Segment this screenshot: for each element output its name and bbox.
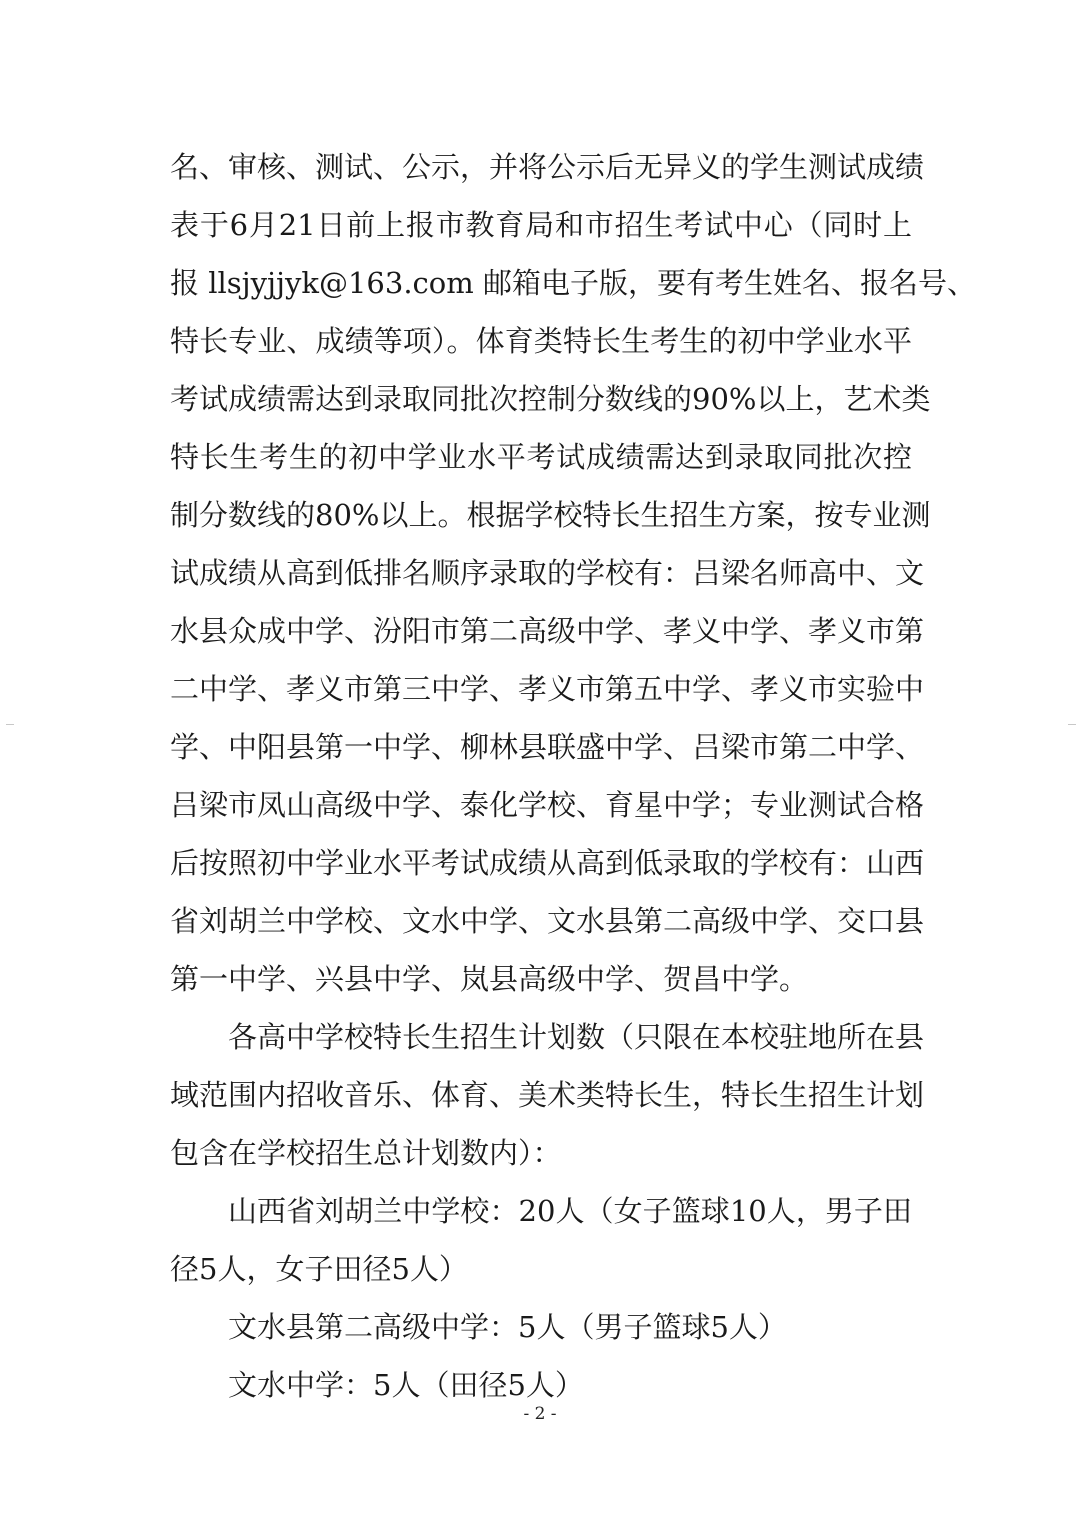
text-line: 试成绩从高到低排名顺序录取的学校有：吕梁名师高中、文 (170, 556, 925, 590)
text-line: 学、中阳县第一中学、柳林县联盛中学、吕梁市第二中学、 (170, 730, 925, 764)
text-line: 径5人，女子田径5人） (170, 1252, 468, 1286)
text-line: 吕梁市凤山高级中学、泰化学校、育星中学；专业测试合格 (170, 788, 925, 822)
scan-edge-mark (1068, 724, 1076, 725)
text-line: 文水县第二高级中学：5人（男子篮球5人） (228, 1310, 787, 1344)
page-number: - 2 - (523, 1404, 557, 1424)
text-line: 后按照初中学业水平考试成绩从高到低录取的学校有：山西 (170, 846, 925, 880)
text-line: 各高中学校特长生招生计划数（只限在本校驻地所在县 (228, 1020, 925, 1054)
text-line: 制分数线的80%以上。根据学校特长生招生方案，按专业测 (170, 498, 931, 532)
text-line: 包含在学校招生总计划数内）： (170, 1136, 562, 1170)
text-line: 二中学、孝义市第三中学、孝义市第五中学、孝义市实验中 (170, 672, 925, 706)
text-line: 文水中学：5人（田径5人） (228, 1368, 584, 1402)
text-line: 省刘胡兰中学校、文水中学、文水县第二高级中学、交口县 (170, 904, 925, 938)
text-line: 报 llsjyjjyk@163.com 邮箱电子版，要有考生姓名、报名号、 (170, 266, 976, 300)
text-line: 名、审核、测试、公示，并将公示后无异义的学生测试成绩 (170, 150, 925, 184)
text-line: 水县众成中学、汾阳市第二高级中学、孝义中学、孝义市第 (170, 614, 925, 648)
text-line: 特长专业、成绩等项）。体育类特长生考生的初中学业水平 (170, 324, 912, 358)
text-line: 特长生考生的初中学业水平考试成绩需达到录取同批次控 (170, 440, 912, 474)
text-line: 第一中学、兴县中学、岚县高级中学、贺昌中学。 (170, 962, 809, 996)
scan-edge-mark (6, 724, 14, 725)
text-line: 山西省刘胡兰中学校：20人（女子篮球10人，男子田 (228, 1194, 912, 1228)
text-line: 表于6月21日前上报市教育局和市招生考试中心（同时上 (170, 208, 912, 242)
text-line: 域范围内招收音乐、体育、美术类特长生，特长生招生计划 (170, 1078, 925, 1112)
text-line: 考试成绩需达到录取同批次控制分数线的90%以上，艺术类 (170, 382, 931, 416)
